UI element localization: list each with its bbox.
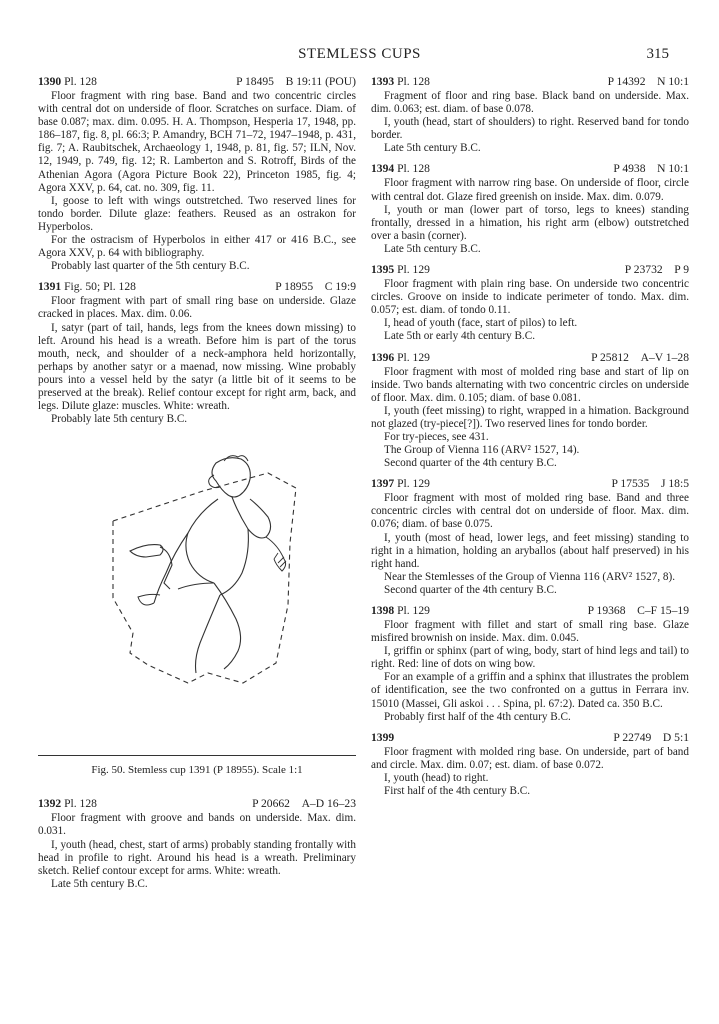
deposit: P 9: [674, 263, 689, 277]
entry-heading: [371, 351, 689, 365]
entry-heading: [38, 75, 356, 89]
satyr-thigh: [214, 583, 241, 669]
deposit: D 5:1: [662, 730, 689, 744]
running-head: [0, 46, 719, 66]
inventory-number: P 23732: [624, 263, 663, 277]
figure-rule: [38, 755, 356, 756]
iconography: I, youth (most of head, lower legs, and feet missing) standing to right in a himation, holding an aryballos (about half preserved) in his right hand.: [371, 531, 689, 570]
deposit: A–D 16–23: [301, 797, 356, 811]
inventory-and-deposit: [588, 604, 689, 617]
attribution: The Group of Vienna 116 (ARV² 1527, 14).: [384, 444, 580, 457]
description: Floor fragment with fillet and start of small ring base. Glaze misfired brownish on inside. Max. dim. 0.045.: [371, 619, 689, 645]
description: Floor fragment with most of molded ring base and start of lip on inside. Two bands alternating with two concentric circles on underside of floor. Max. dim. 0.105; diam. of base 0.081.: [371, 365, 689, 404]
iconography: I, head of youth (face, start of pilos) to left.: [384, 317, 578, 330]
date: Late 5th century B.C.: [384, 242, 481, 255]
running-title: STEMLESS CUPS: [298, 46, 421, 62]
entry-heading: [371, 162, 689, 176]
iconography: I, goose to left with wings outstretched. Two reserved lines for tondo border. Dilute glaze: feathers. Reused as an ostrakon for Hyperbolos.: [38, 194, 356, 233]
catalog-entry-1393: [371, 75, 689, 155]
plate-reference: Pl. 128: [397, 162, 430, 176]
date: Second quarter of the 4th century B.C.: [384, 583, 557, 596]
catalog-entry-1396: [371, 351, 689, 471]
figure-satyr-drawing: [38, 433, 356, 755]
entry-heading: [371, 75, 689, 89]
inventory-number: P 22749: [613, 730, 652, 744]
inventory-number: P 18955: [275, 280, 314, 294]
deposit: C 19:9: [324, 280, 356, 294]
plate-reference: Fig. 50; Pl. 128: [64, 280, 136, 294]
catalog-entry-1391: [38, 280, 356, 426]
inventory-and-deposit: [613, 731, 689, 744]
entry-number: 1395: [371, 263, 395, 277]
satyr-chest: [220, 529, 248, 595]
satyr-line-drawing: [38, 433, 356, 755]
description: Floor fragment with narrow ring base. On underside of floor, circle with central dot. Glaze fired greenish on inside. Max. dim. 0.079.: [371, 177, 689, 203]
entry-number: 1390: [38, 75, 62, 88]
entry-number: 1396: [371, 350, 395, 364]
entry-heading: [371, 731, 689, 745]
iconography: I, youth or man (lower part of torso, legs to knees) standing frontally, dressed in a himation, his right arm (elbow) outstretched over a basin (corner).: [371, 203, 689, 242]
date: First half of the 4th century B.C.: [384, 785, 531, 798]
iconography: I, youth (feet missing) to right, wrapped in a himation. Background not glazed (try-piece[?]). Two reserved lines for tondo border.: [371, 404, 689, 430]
deposit: A–V 1–28: [640, 350, 689, 364]
vessel-rim: [178, 583, 214, 589]
satyr-back: [186, 499, 218, 583]
catalog-entry-1395: [371, 263, 689, 343]
entry-number: 1392: [38, 797, 62, 811]
description: Floor fragment with part of small ring base on underside. Glaze cracked in places. Max. dim. 0.06.: [38, 295, 356, 321]
date: Probably first half of the 4th century B.C.: [384, 710, 571, 723]
right-column: [371, 75, 689, 805]
satyr-head: [212, 458, 250, 497]
inventory-and-deposit: [611, 477, 689, 490]
entry-heading: [371, 477, 689, 491]
entry-heading: [38, 280, 356, 294]
plate-reference: Pl. 128: [64, 797, 97, 811]
deposit: N 10:1: [657, 75, 689, 88]
entry-heading: [38, 797, 356, 811]
inventory-number: P 19368: [587, 604, 626, 617]
inventory-number: P 18495: [236, 75, 274, 88]
inventory-and-deposit: [275, 280, 356, 293]
note: For try-pieces, see 431.: [384, 430, 489, 443]
satyr-leg: [196, 595, 221, 673]
page-number: 315: [646, 46, 669, 62]
entry-number: 1399: [371, 730, 395, 744]
catalog-entry-1397: [371, 477, 689, 597]
date: Probably last quarter of the 5th century B.C.: [51, 260, 250, 273]
plate-reference: Pl. 128: [64, 75, 97, 88]
inventory-and-deposit: [252, 797, 356, 810]
inventory-number: P 25812: [591, 350, 629, 364]
inventory-number: P 17535: [611, 477, 650, 491]
inventory-and-deposit: [613, 162, 689, 175]
deposit: N 10:1: [657, 162, 689, 176]
inventory-and-deposit: [591, 351, 689, 364]
entry-number: 1393: [371, 75, 395, 88]
deposit: C–F 15–19: [637, 604, 689, 617]
inventory-and-deposit: [236, 75, 356, 88]
iconography: I, youth (head) to right.: [384, 771, 489, 784]
catalog-entry-1390: [38, 75, 356, 273]
entry-number: 1394: [371, 162, 395, 176]
inventory-number: P 14392: [607, 75, 646, 88]
fragment-outline: [113, 473, 296, 683]
inventory-and-deposit: [608, 75, 689, 88]
plate-reference: Pl. 129: [397, 350, 430, 364]
plate-reference: Pl. 129: [397, 263, 430, 277]
inventory-number: P 4938: [613, 162, 646, 176]
date: Late 5th century B.C.: [384, 142, 481, 155]
description: Floor fragment with ring base. Band and two concentric circles with central dot on underside of floor. Scratches on surface. Diam. of base 0.087; max. dim. 0.095. H. A. Thompson, Hesperia 17, 1948, pp. 186–187, fig. 8, pl. 66:3; P. Amandry, BCH 71–72, 1947–1948, p. 431, fig. 7; A. Raubitschek, Archaeology 1, 1948, p. 81, fig. 57; ILN, Nov. 12, 1949, p. 749, fig. 12; R. Lamberton and S. Rotroff, Birds of the Athenian Agora (Agora Picture Book 22), Princeton 1985, fig. 4; Agora XXV, p. 64, cat. no. 309, fig. 11.: [38, 90, 356, 194]
date: Late 5th or early 4th century B.C.: [384, 330, 535, 343]
satyr-shoulder: [232, 497, 271, 538]
inventory-number: P 20662: [252, 797, 290, 811]
catalog-entry-1392: [38, 797, 356, 891]
iconography: I, satyr (part of tail, hands, legs from the knees down missing) to left. Around his head is a wreath. Before him is part of the torus mouth, neck, and shoulder of a neck-amphora held horizontally, perhaps by another satyr or a maenad, now missing. Wine probably pours into a vessel held by the satyr (a little bit of it seems to be preserved at the break). Relief contour except for right arm, back, and legs. Dilute glaze: muscles. White: wreath.: [38, 321, 356, 413]
description: Floor fragment with groove and bands on underside. Max. dim. 0.031.: [38, 812, 356, 838]
left-column: [38, 75, 356, 898]
entry-heading: [371, 263, 689, 277]
deposit: J 18:5: [660, 477, 689, 491]
figure-caption: Fig. 50. Stemless cup 1391 (P 18955). Scale 1:1: [91, 764, 303, 777]
description: Floor fragment with plain ring base. On underside two concentric circles. Groove on inside to indicate perimeter of tondo. Max. dim. 0.057; est. diam. of tondo 0.11.: [371, 278, 689, 317]
catalog-entry-1399: [371, 731, 689, 798]
plate-reference: Pl. 128: [397, 75, 430, 88]
amphora-mouth: [130, 545, 163, 557]
entry-heading: [371, 604, 689, 618]
deposit: B 19:11 (POU): [285, 75, 356, 88]
right-hand: [266, 537, 286, 571]
iconography: I, griffin or sphinx (part of wing, body, start of hind legs and tail) to right. Red: line of dots on wing bow.: [371, 645, 689, 671]
description: Floor fragment with molded ring base. On underside, part of band and circle. Max. dim. 0.07; est. diam. of base 0.072.: [371, 745, 689, 771]
attribution: Near the Stemlesses of the Group of Vienna 116 (ARV² 1527, 8).: [384, 570, 676, 583]
description: Fragment of floor and ring base. Black band on underside. Max. dim. 0.063; est. diam. of base 0.078.: [371, 90, 689, 116]
catalog-entry-1394: [371, 162, 689, 256]
plate-reference: Pl. 129: [397, 477, 430, 491]
entry-number: 1391: [38, 280, 62, 294]
entry-number: 1398: [371, 604, 395, 617]
iconography: I, youth (head, start of shoulders) to right. Reserved band for tondo border.: [371, 116, 689, 142]
entry-number: 1397: [371, 477, 395, 491]
date: Late 5th century B.C.: [51, 877, 148, 890]
date: Probably late 5th century B.C.: [51, 413, 188, 426]
note: For the ostracism of Hyperbolos in either 417 or 416 B.C., see Agora XXV, p. 64 with bibliography.: [38, 234, 356, 260]
satyr-face: [209, 475, 220, 488]
inventory-and-deposit: [625, 263, 689, 276]
note: For an example of a griffin and a sphinx that illustrates the problem of identification, see the two confronted on a guttus in Ferrara inv. 15010 (Massei, Gli askoi . . . Spina, pl. 67:2). Dated ca. 350 B.C.: [371, 671, 689, 710]
iconography: I, youth (head, chest, start of arms) probably standing frontally with head in profile to right. Around his head is a wreath. Preliminary sketch. Relief contour except for arms. White: wreath.: [38, 838, 356, 877]
description: Floor fragment with most of molded ring base. Band and three concentric circles with central dot on underside of floor. Max. dim. 0.076; diam. of base 0.075.: [371, 492, 689, 531]
catalog-entry-1398: [371, 604, 689, 724]
plate-reference: Pl. 129: [397, 604, 430, 617]
date: Second quarter of the 4th century B.C.: [384, 457, 557, 470]
